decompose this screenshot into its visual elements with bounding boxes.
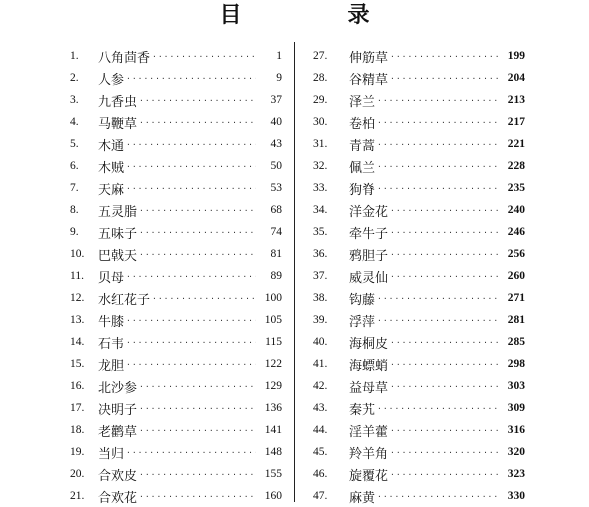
toc-entry xyxy=(313,221,525,243)
entry-title: 旋覆花 xyxy=(349,468,389,484)
entry-title: 马鞭草 xyxy=(98,116,138,132)
dot-leader xyxy=(390,382,501,391)
entry-number: 5. xyxy=(70,138,79,150)
entry-title: 秦艽 xyxy=(349,402,376,418)
entry-number: 17. xyxy=(70,402,85,414)
entry-title: 狗脊 xyxy=(349,182,376,198)
entry-number: 36. xyxy=(313,248,328,260)
entry-number: 28. xyxy=(313,72,328,84)
entry-title: 海桐皮 xyxy=(349,336,389,352)
toc-entry xyxy=(313,309,525,331)
entry-page-number: 1 xyxy=(276,50,282,62)
entry-number: 1. xyxy=(70,50,79,62)
entry-number: 45. xyxy=(313,446,328,458)
toc-entry xyxy=(70,243,282,265)
entry-page-number: 50 xyxy=(270,160,282,172)
toc-entry xyxy=(313,243,525,265)
dot-leader xyxy=(390,228,501,237)
entry-number: 8. xyxy=(70,204,79,216)
entry-title: 人参 xyxy=(98,72,125,88)
entry-number: 14. xyxy=(70,336,85,348)
entry-page-number: 40 xyxy=(270,116,282,128)
toc-entry xyxy=(70,265,282,287)
dot-leader xyxy=(126,162,256,171)
entry-page-number: 81 xyxy=(270,248,282,260)
dot-leader xyxy=(377,316,501,325)
dot-leader xyxy=(139,228,256,237)
entry-number: 10. xyxy=(70,248,85,260)
entry-number: 18. xyxy=(70,424,85,436)
entry-title: 木贼 xyxy=(98,160,125,176)
entry-number: 20. xyxy=(70,468,85,480)
dot-leader xyxy=(152,52,256,61)
dot-leader xyxy=(139,118,256,127)
toc-entry xyxy=(313,45,525,67)
entry-number: 37. xyxy=(313,270,328,282)
entry-number: 43. xyxy=(313,402,328,414)
entry-page-number: 221 xyxy=(507,138,525,150)
dot-leader xyxy=(377,492,501,501)
dot-leader xyxy=(377,140,501,149)
entry-number: 21. xyxy=(70,490,85,502)
entry-page-number: 105 xyxy=(264,314,282,326)
entry-page-number: 240 xyxy=(507,204,525,216)
entry-page-number: 235 xyxy=(507,182,525,194)
entry-title: 牵牛子 xyxy=(349,226,389,242)
entry-title: 麻黄 xyxy=(349,490,376,506)
entry-number: 47. xyxy=(313,490,328,502)
dot-leader xyxy=(126,184,256,193)
entry-page-number: 68 xyxy=(270,204,282,216)
entry-title: 海螵蛸 xyxy=(349,358,389,374)
toc-entry xyxy=(313,287,525,309)
entry-page-number: 330 xyxy=(507,490,525,502)
toc-entry xyxy=(70,45,282,67)
entry-page-number: 53 xyxy=(270,182,282,194)
dot-leader xyxy=(390,272,501,281)
toc-entry xyxy=(70,331,282,353)
dot-leader xyxy=(126,338,256,347)
toc-entry xyxy=(70,287,282,309)
entry-title: 合欢皮 xyxy=(98,468,138,484)
entry-page-number: 281 xyxy=(507,314,525,326)
entry-page-number: 217 xyxy=(507,116,525,128)
entry-title: 五味子 xyxy=(98,226,138,242)
entry-page-number: 228 xyxy=(507,160,525,172)
entry-page-number: 74 xyxy=(270,226,282,238)
entry-number: 19. xyxy=(70,446,85,458)
entry-title: 谷精草 xyxy=(349,72,389,88)
entry-number: 41. xyxy=(313,358,328,370)
entry-number: 13. xyxy=(70,314,85,326)
entry-page-number: 129 xyxy=(264,380,282,392)
entry-page-number: 204 xyxy=(507,72,525,84)
dot-leader xyxy=(390,52,501,61)
entry-number: 4. xyxy=(70,116,79,128)
toc-entry xyxy=(70,111,282,133)
entry-page-number: 298 xyxy=(507,358,525,370)
entry-page-number: 246 xyxy=(507,226,525,238)
dot-leader xyxy=(390,360,501,369)
toc-entry xyxy=(313,265,525,287)
entry-number: 27. xyxy=(313,50,328,62)
entry-number: 46. xyxy=(313,468,328,480)
entry-page-number: 136 xyxy=(264,402,282,414)
entry-title: 钩藤 xyxy=(349,292,376,308)
toc-entry xyxy=(313,155,525,177)
entry-title: 决明子 xyxy=(98,402,138,418)
column-divider xyxy=(294,42,295,502)
dot-leader xyxy=(126,316,256,325)
entry-page-number: 160 xyxy=(264,490,282,502)
entry-title: 洋金花 xyxy=(349,204,389,220)
toc-entry xyxy=(70,133,282,155)
entry-number: 15. xyxy=(70,358,85,370)
entry-page-number: 148 xyxy=(264,446,282,458)
entry-title: 北沙参 xyxy=(98,380,138,396)
toc-entry xyxy=(70,155,282,177)
dot-leader xyxy=(390,250,501,259)
entry-page-number: 260 xyxy=(507,270,525,282)
dot-leader xyxy=(126,360,256,369)
entry-page-number: 320 xyxy=(507,446,525,458)
entry-title: 泽兰 xyxy=(349,94,376,110)
dot-leader xyxy=(377,184,501,193)
entry-title: 佩兰 xyxy=(349,160,376,176)
entry-number: 6. xyxy=(70,160,79,172)
toc-entry xyxy=(313,397,525,419)
dot-leader xyxy=(390,338,501,347)
dot-leader xyxy=(390,426,501,435)
entry-number: 35. xyxy=(313,226,328,238)
entry-title: 牛膝 xyxy=(98,314,125,330)
entry-title: 龙胆 xyxy=(98,358,125,374)
entry-title: 水红花子 xyxy=(98,292,151,308)
dot-leader xyxy=(139,404,256,413)
entry-title: 卷柏 xyxy=(349,116,376,132)
entry-title: 威灵仙 xyxy=(349,270,389,286)
entry-page-number: 316 xyxy=(507,424,525,436)
toc-column-left xyxy=(70,45,282,507)
entry-page-number: 115 xyxy=(265,336,282,348)
toc-entry xyxy=(313,199,525,221)
entry-page-number: 9 xyxy=(276,72,282,84)
dot-leader xyxy=(139,470,256,479)
entry-page-number: 309 xyxy=(507,402,525,414)
entry-number: 9. xyxy=(70,226,79,238)
toc-entry xyxy=(313,177,525,199)
dot-leader xyxy=(126,140,256,149)
entry-page-number: 122 xyxy=(264,358,282,370)
toc-entry xyxy=(313,133,525,155)
entry-page-number: 155 xyxy=(264,468,282,480)
entry-number: 3. xyxy=(70,94,79,106)
toc-entry xyxy=(313,485,525,507)
dot-leader xyxy=(390,206,501,215)
entry-title: 八角茴香 xyxy=(98,50,151,66)
entry-title: 天麻 xyxy=(98,182,125,198)
dot-leader xyxy=(126,448,256,457)
entry-title: 当归 xyxy=(98,446,125,462)
entry-title: 伸筋草 xyxy=(349,50,389,66)
toc-entry xyxy=(70,419,282,441)
entry-title: 益母草 xyxy=(349,380,389,396)
toc-entry xyxy=(313,331,525,353)
dot-leader xyxy=(139,206,256,215)
toc-column-right xyxy=(313,45,525,507)
dot-leader xyxy=(377,162,501,171)
entry-title: 浮萍 xyxy=(349,314,376,330)
entry-page-number: 43 xyxy=(270,138,282,150)
toc-entry xyxy=(70,221,282,243)
entry-title: 鸦胆子 xyxy=(349,248,389,264)
entry-number: 12. xyxy=(70,292,85,304)
entry-number: 38. xyxy=(313,292,328,304)
entry-number: 39. xyxy=(313,314,328,326)
entry-number: 16. xyxy=(70,380,85,392)
entry-title: 石韦 xyxy=(98,336,125,352)
dot-leader xyxy=(139,96,256,105)
entry-number: 11. xyxy=(70,270,84,282)
toc-entry xyxy=(70,375,282,397)
dot-leader xyxy=(377,404,501,413)
dot-leader xyxy=(377,96,501,105)
toc-entry xyxy=(70,89,282,111)
toc-entry xyxy=(70,441,282,463)
entry-page-number: 100 xyxy=(264,292,282,304)
entry-page-number: 256 xyxy=(507,248,525,260)
entry-page-number: 141 xyxy=(264,424,282,436)
entry-number: 31. xyxy=(313,138,328,150)
toc-entry xyxy=(313,375,525,397)
dot-leader xyxy=(390,448,501,457)
toc-entry xyxy=(70,177,282,199)
dot-leader xyxy=(377,294,501,303)
entry-page-number: 213 xyxy=(507,94,525,106)
toc-entry xyxy=(70,397,282,419)
dot-leader xyxy=(139,250,256,259)
toc-entry xyxy=(313,353,525,375)
entry-title: 贝母 xyxy=(98,270,125,286)
dot-leader xyxy=(139,492,256,501)
entry-number: 33. xyxy=(313,182,328,194)
entry-page-number: 37 xyxy=(270,94,282,106)
dot-leader xyxy=(139,382,256,391)
entry-page-number: 303 xyxy=(507,380,525,392)
entry-page-number: 199 xyxy=(507,50,525,62)
entry-number: 30. xyxy=(313,116,328,128)
entry-page-number: 89 xyxy=(270,270,282,282)
toc-entry xyxy=(313,89,525,111)
dot-leader xyxy=(126,74,256,83)
entry-page-number: 323 xyxy=(507,468,525,480)
entry-number: 42. xyxy=(313,380,328,392)
dot-leader xyxy=(126,272,256,281)
toc-entry xyxy=(70,353,282,375)
entry-title: 青蒿 xyxy=(349,138,376,154)
dot-leader xyxy=(390,470,501,479)
toc-entry xyxy=(313,419,525,441)
toc-entry xyxy=(313,441,525,463)
page-title: 目 录 xyxy=(219,2,412,28)
entry-title: 羚羊角 xyxy=(349,446,389,462)
toc-entry xyxy=(70,199,282,221)
entry-title: 淫羊藿 xyxy=(349,424,389,440)
entry-title: 合欢花 xyxy=(98,490,138,506)
toc-entry xyxy=(70,67,282,89)
entry-title: 九香虫 xyxy=(98,94,138,110)
toc-entry xyxy=(313,111,525,133)
toc-entry xyxy=(70,485,282,507)
entry-number: 7. xyxy=(70,182,79,194)
dot-leader xyxy=(390,74,501,83)
entry-number: 29. xyxy=(313,94,328,106)
entry-number: 32. xyxy=(313,160,328,172)
entry-number: 40. xyxy=(313,336,328,348)
dot-leader xyxy=(139,426,256,435)
entry-title: 老鹳草 xyxy=(98,424,138,440)
entry-title: 巴戟天 xyxy=(98,248,138,264)
entry-title: 木通 xyxy=(98,138,125,154)
entry-page-number: 285 xyxy=(507,336,525,348)
entry-number: 34. xyxy=(313,204,328,216)
toc-entry xyxy=(70,309,282,331)
toc-entry xyxy=(313,67,525,89)
toc-entry xyxy=(70,463,282,485)
dot-leader xyxy=(152,294,256,303)
entry-number: 44. xyxy=(313,424,328,436)
entry-page-number: 271 xyxy=(507,292,525,304)
entry-title: 五灵脂 xyxy=(98,204,138,220)
toc-entry xyxy=(313,463,525,485)
dot-leader xyxy=(377,118,501,127)
entry-number: 2. xyxy=(70,72,79,84)
